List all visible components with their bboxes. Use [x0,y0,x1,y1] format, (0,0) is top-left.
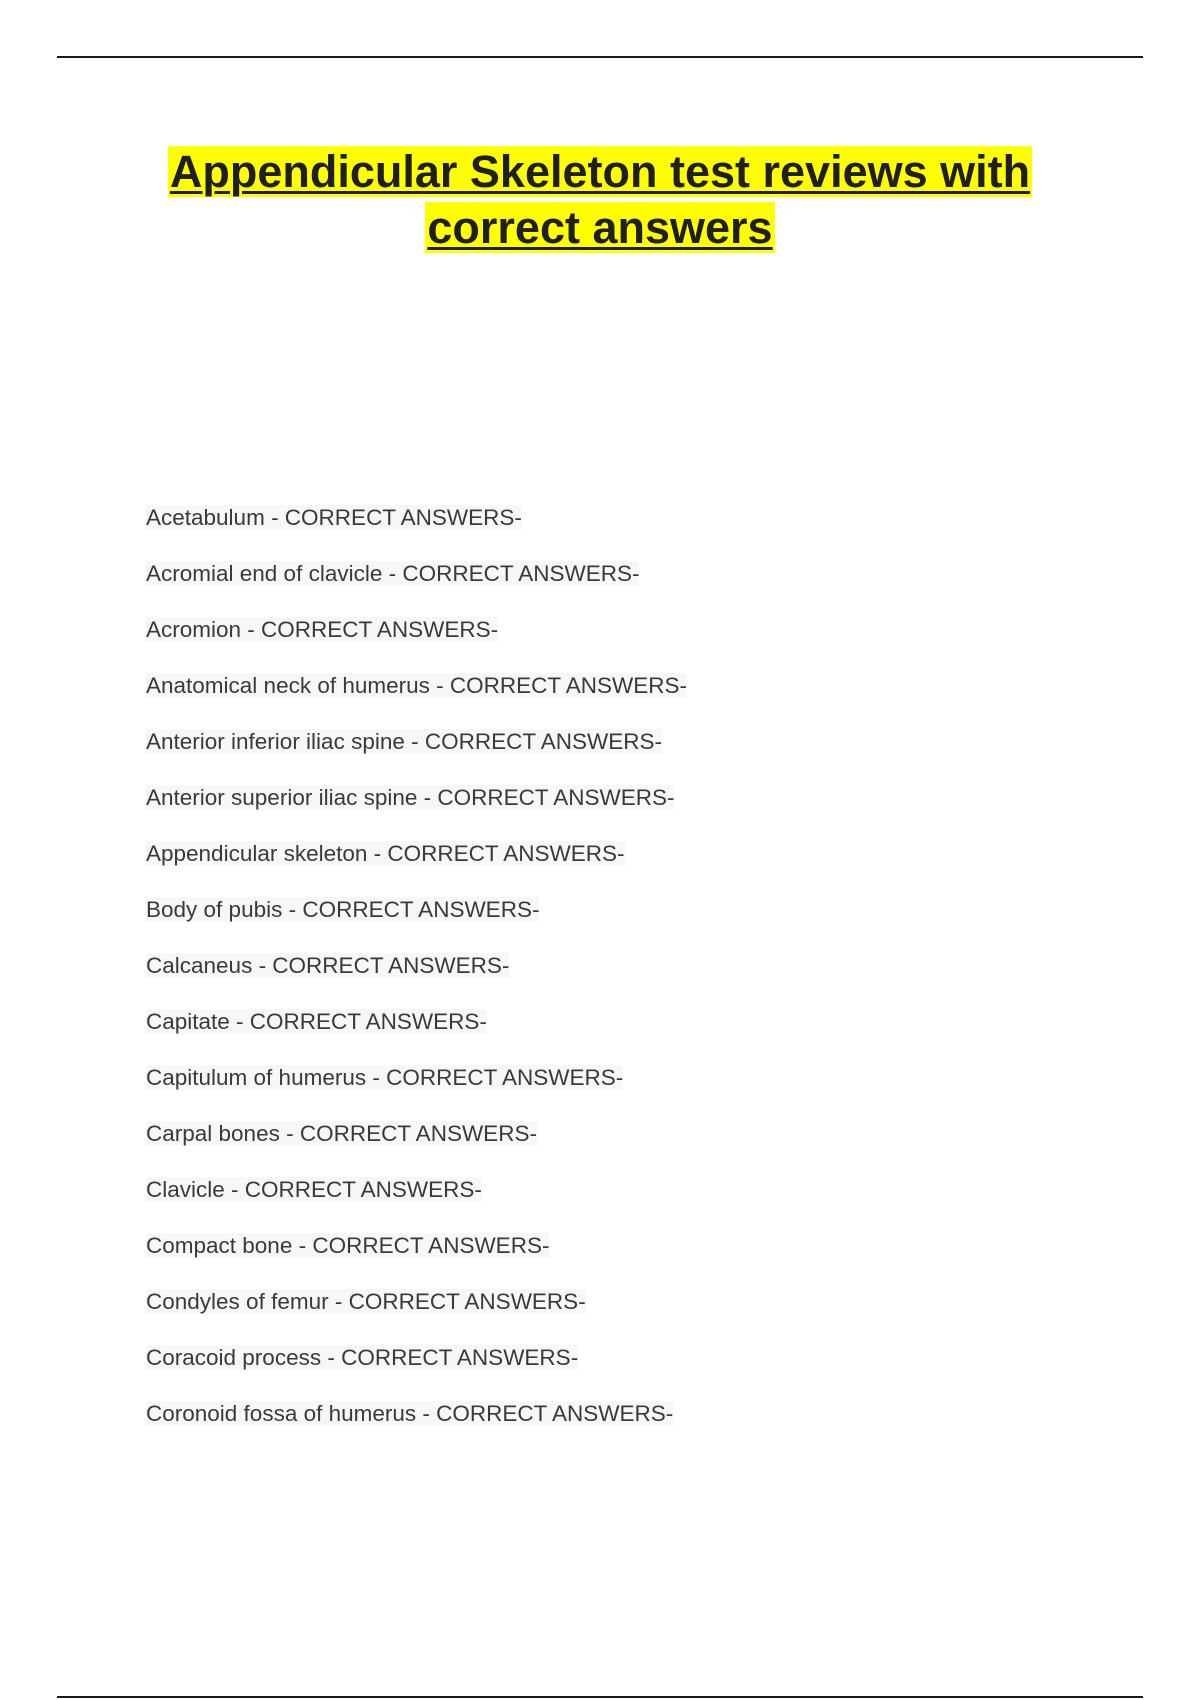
list-item [146,839,687,869]
list-item [146,503,687,533]
list-item [146,615,687,645]
list-item [146,1007,687,1037]
term-list [146,503,687,1455]
title-line-2: correct answers [427,202,773,253]
list-item [146,1063,687,1093]
term-text: Acetabulum - CORRECT ANSWERS- [146,505,522,530]
list-item [146,783,687,813]
list-item [146,727,687,757]
list-item [146,671,687,701]
list-item [146,1231,687,1261]
term-text: Calcaneus - CORRECT ANSWERS- [146,953,510,978]
title-line-1: Appendicular Skeleton test reviews with [169,146,1031,197]
term-text: Anterior superior iliac spine - CORRECT ANSWERS- [146,785,675,810]
document-title [100,144,1100,256]
term-text: Body of pubis - CORRECT ANSWERS- [146,897,540,922]
list-item [146,1287,687,1317]
term-text: Capitulum of humerus - CORRECT ANSWERS- [146,1065,624,1090]
top-rule [57,56,1143,58]
term-text: Capitate - CORRECT ANSWERS- [146,1009,487,1034]
bottom-rule [57,1696,1143,1698]
list-item [146,951,687,981]
term-text: Compact bone - CORRECT ANSWERS- [146,1233,550,1258]
term-text: Acromion - CORRECT ANSWERS- [146,617,499,642]
term-text: Anatomical neck of humerus - CORRECT ANSWERS- [146,673,687,698]
term-text: Acromial end of clavicle - CORRECT ANSWERS- [146,561,640,586]
term-text: Appendicular skeleton - CORRECT ANSWERS- [146,841,625,866]
term-text: Carpal bones - CORRECT ANSWERS- [146,1121,537,1146]
list-item [146,895,687,925]
term-text: Coracoid process - CORRECT ANSWERS- [146,1345,579,1370]
term-text: Condyles of femur - CORRECT ANSWERS- [146,1289,586,1314]
term-text: Clavicle - CORRECT ANSWERS- [146,1177,482,1202]
list-item [146,1399,687,1429]
list-item [146,559,687,589]
term-text: Coronoid fossa of humerus - CORRECT ANSWERS- [146,1401,674,1426]
list-item [146,1119,687,1149]
list-item [146,1343,687,1373]
list-item [146,1175,687,1205]
term-text: Anterior inferior iliac spine - CORRECT ANSWERS- [146,729,662,754]
